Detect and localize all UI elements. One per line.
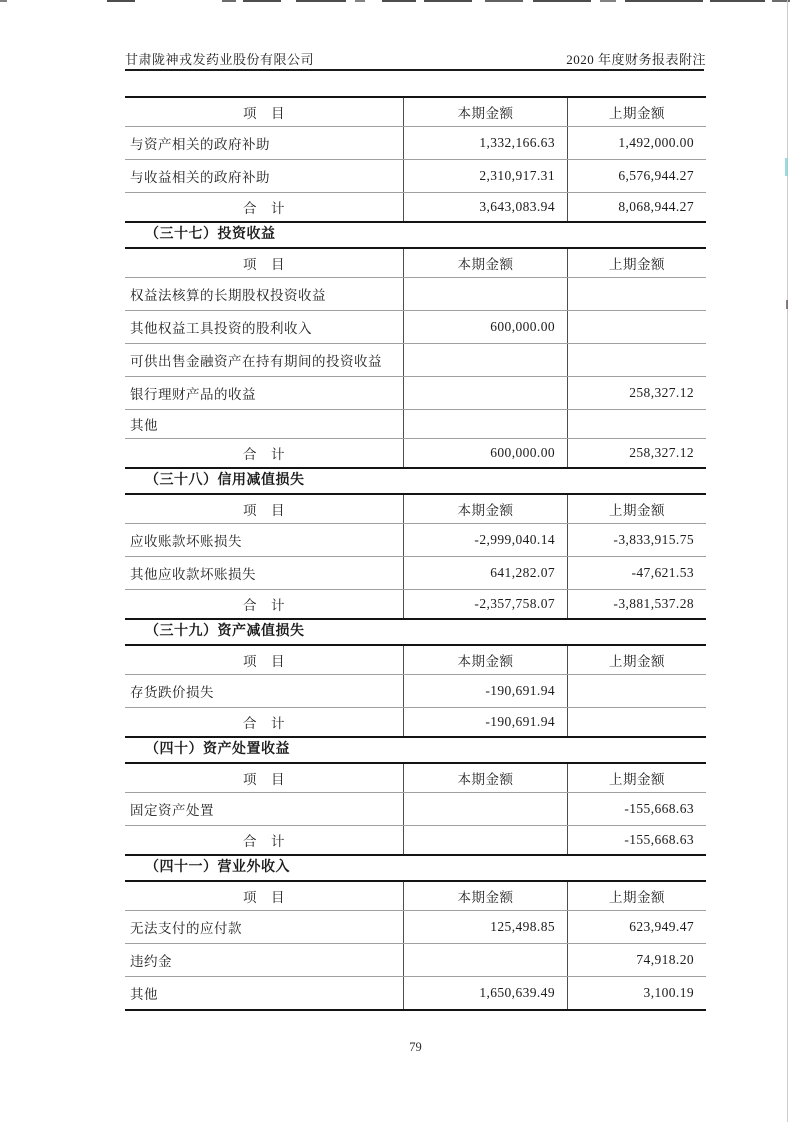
cell-current [403, 410, 567, 438]
column-header-item: 项 目 [243, 890, 285, 905]
scan-artifact-top-dash [533, 0, 591, 2]
table-row [125, 126, 706, 159]
table-non-operating-income [125, 880, 706, 1011]
section-heading-investment-income: （三十七）投资收益 [145, 227, 276, 242]
cell-current: 600,000.00 [403, 311, 567, 343]
cell-prior: 258,327.12 [567, 439, 706, 467]
cell-prior [567, 708, 706, 736]
table-row [125, 159, 706, 192]
table-total-row [125, 589, 706, 618]
table-header-row [125, 495, 706, 523]
cell-item: 其他 [130, 987, 158, 1002]
cell-prior [567, 410, 706, 438]
table-row [125, 376, 706, 409]
column-header-current: 本期金额 [403, 249, 567, 277]
table-investment-income [125, 247, 706, 469]
cell-item: 与收益相关的政府补助 [130, 170, 270, 185]
table-row [125, 523, 706, 556]
company-name: 甘肃陇神戎发药业股份有限公司 [125, 52, 315, 67]
cell-prior: 74,918.20 [567, 944, 706, 976]
cell-item: 银行理财产品的收益 [130, 387, 256, 402]
table-row [125, 674, 706, 707]
page-number: 79 [409, 1040, 422, 1054]
column-header-item: 项 目 [243, 654, 285, 669]
cell-current: -2,357,758.07 [403, 590, 567, 618]
table-row [125, 976, 706, 1009]
cell-current: 600,000.00 [403, 439, 567, 467]
cell-prior: 6,576,944.27 [567, 160, 706, 192]
cell-current: 2,310,917.31 [403, 160, 567, 192]
section-heading-asset-disposal: （四十）资产处置收益 [145, 742, 290, 757]
cell-prior: -155,668.63 [567, 826, 706, 854]
cell-item: 权益法核算的长期股权投资收益 [130, 288, 326, 303]
scan-artifact-top-dash [222, 0, 236, 2]
cell-current: -190,691.94 [403, 675, 567, 707]
table-total-row [125, 192, 706, 221]
cell-prior: -155,668.63 [567, 793, 706, 825]
column-header-current: 本期金额 [403, 882, 567, 910]
cell-current [403, 377, 567, 409]
table-header-row [125, 98, 706, 126]
column-header-current: 本期金额 [403, 495, 567, 523]
cell-current: 3,643,083.94 [403, 193, 567, 221]
header-rule [125, 69, 704, 71]
table-header-row [125, 882, 706, 910]
cell-current: 125,498.85 [403, 911, 567, 943]
table-total-row [125, 707, 706, 736]
cell-prior: 3,100.19 [567, 977, 706, 1009]
page-content [125, 96, 706, 1011]
cell-item: 合 计 [243, 834, 285, 849]
cell-item: 合 计 [243, 598, 285, 613]
report-title: 2020 年度财务报表附注 [566, 52, 706, 67]
column-header-current: 本期金额 [403, 98, 567, 126]
cell-item: 违约金 [130, 954, 172, 969]
cell-item: 可供出售金融资产在持有期间的投资收益 [130, 354, 382, 369]
cell-item: 与资产相关的政府补助 [130, 137, 270, 152]
scan-artifact-top-dash [0, 0, 7, 2]
table-total-row [125, 825, 706, 854]
column-header-prior: 上期金额 [567, 646, 706, 674]
cell-item: 其他权益工具投资的股利收入 [130, 321, 312, 336]
cell-prior: 623,949.47 [567, 911, 706, 943]
scan-artifact-top-dash [710, 0, 765, 2]
cell-item: 应收账款坏账损失 [130, 534, 242, 549]
cell-current: 1,650,639.49 [403, 977, 567, 1009]
cell-item: 固定资产处置 [130, 803, 214, 818]
cell-current: -190,691.94 [403, 708, 567, 736]
cell-current: 641,282.07 [403, 557, 567, 589]
cell-item: 合 计 [243, 716, 285, 731]
table-row [125, 943, 706, 976]
table-asset-disposal [125, 762, 706, 856]
table-row [125, 343, 706, 376]
table-row [125, 310, 706, 343]
cell-prior [567, 675, 706, 707]
column-header-item: 项 目 [243, 503, 285, 518]
cell-current [403, 826, 567, 854]
column-header-item: 项 目 [243, 106, 285, 121]
page-header [125, 49, 706, 68]
column-header-current: 本期金额 [403, 646, 567, 674]
table-header-row [125, 249, 706, 277]
section-heading-credit-impairment: （三十八）信用减值损失 [145, 473, 305, 488]
cell-current [403, 793, 567, 825]
section-heading-asset-impairment: （三十九）资产减值损失 [145, 624, 305, 639]
scan-artifact-top-dash [600, 0, 616, 2]
column-header-item: 项 目 [243, 257, 285, 272]
cell-item: 合 计 [243, 201, 285, 216]
cell-prior: -3,833,915.75 [567, 524, 706, 556]
cell-prior [567, 278, 706, 310]
column-header-prior: 上期金额 [567, 495, 706, 523]
table-header-row [125, 646, 706, 674]
table-row [125, 910, 706, 943]
cell-current: 1,332,166.63 [403, 127, 567, 159]
scan-artifact-top-dash [296, 0, 346, 2]
scan-artifact-top-dash [382, 0, 416, 2]
cell-item: 其他 [130, 418, 158, 433]
table-row [125, 792, 706, 825]
cell-current [403, 944, 567, 976]
section-heading-non-operating-income: （四十一）营业外收入 [145, 860, 290, 875]
scan-artifact-top-dash [243, 0, 281, 2]
cell-prior [567, 311, 706, 343]
table-header-row [125, 764, 706, 792]
scan-artifact-cyan-mark [785, 158, 788, 176]
table-government-grants [125, 96, 706, 223]
scan-artifact-top-dash [355, 0, 365, 2]
table-asset-impairment [125, 644, 706, 738]
column-header-prior: 上期金额 [567, 98, 706, 126]
cell-prior: 8,068,944.27 [567, 193, 706, 221]
scan-artifact-top-dash [424, 0, 472, 2]
cell-prior: 1,492,000.00 [567, 127, 706, 159]
cell-current [403, 344, 567, 376]
column-header-prior: 上期金额 [567, 882, 706, 910]
cell-item: 存货跌价损失 [130, 685, 214, 700]
cell-prior: 258,327.12 [567, 377, 706, 409]
scan-artifact-top-dash [485, 0, 523, 2]
scan-artifact-top-dash [107, 0, 135, 2]
cell-current: -2,999,040.14 [403, 524, 567, 556]
column-header-prior: 上期金额 [567, 764, 706, 792]
scan-artifact-top-dash [625, 0, 703, 2]
table-row [125, 409, 706, 438]
cell-prior: -47,621.53 [567, 557, 706, 589]
cell-prior: -3,881,537.28 [567, 590, 706, 618]
table-total-row [125, 438, 706, 467]
table-row [125, 277, 706, 310]
cell-item: 其他应收款坏账损失 [130, 567, 256, 582]
cell-item: 无法支付的应付款 [130, 921, 242, 936]
cell-item: 合 计 [243, 447, 285, 462]
column-header-item: 项 目 [243, 772, 285, 787]
column-header-prior: 上期金额 [567, 249, 706, 277]
cell-prior [567, 344, 706, 376]
table-credit-impairment [125, 493, 706, 620]
cell-current [403, 278, 567, 310]
table-row [125, 556, 706, 589]
scan-artifact-dark-mark [786, 300, 788, 309]
column-header-current: 本期金额 [403, 764, 567, 792]
